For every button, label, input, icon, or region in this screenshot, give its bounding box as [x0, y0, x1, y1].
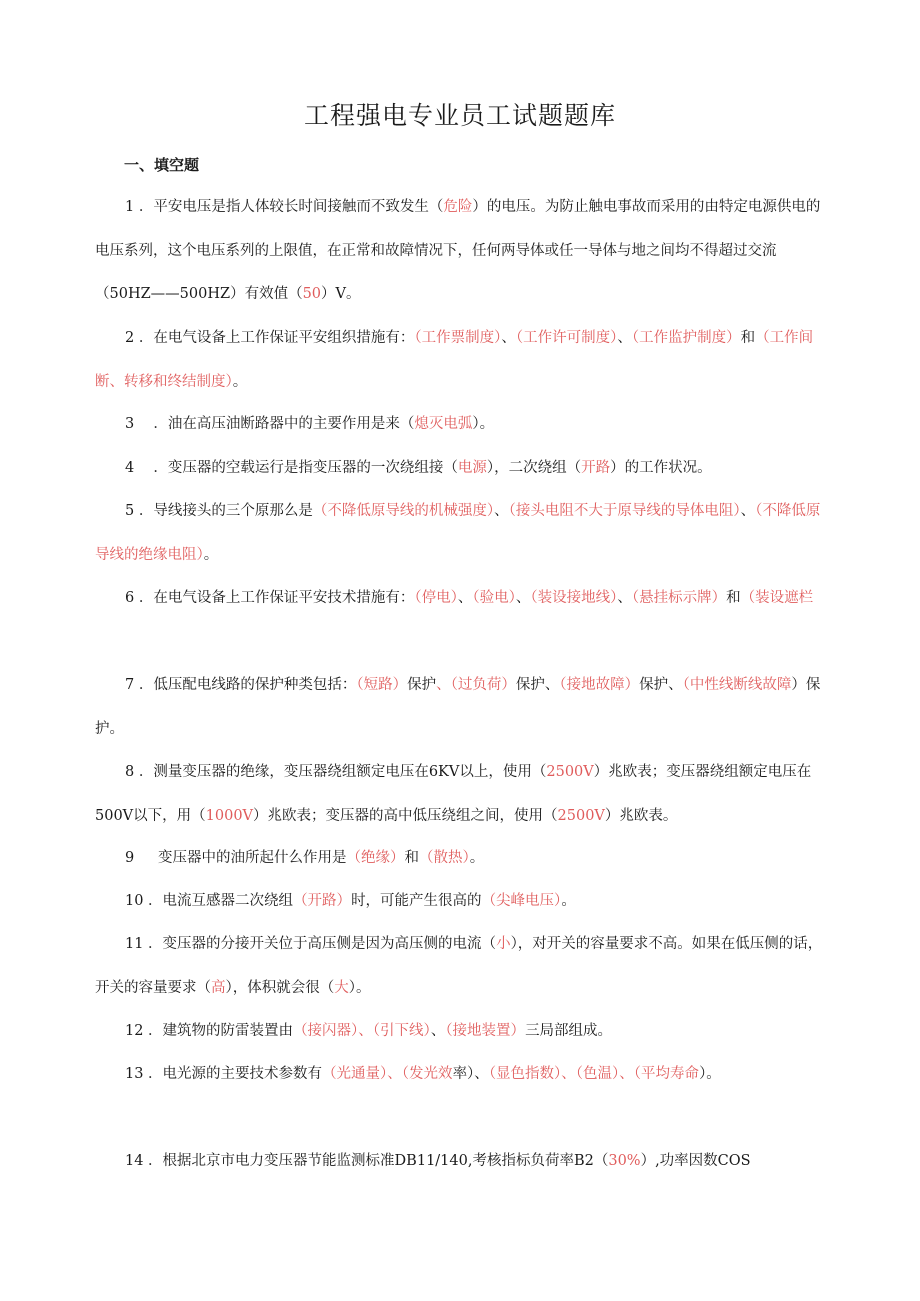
- answer-text: 危险: [443, 199, 473, 215]
- answer-text: （尖峰电压）: [481, 893, 562, 909]
- question-12: [95, 1010, 825, 1054]
- question-text: 保护、: [639, 677, 683, 693]
- answer-text: 1000V: [205, 807, 254, 824]
- question-text: 、: [501, 330, 516, 346]
- question-text: ）兆欧表。: [604, 807, 678, 824]
- question-text: ）兆欧表；变压器绕组额定电压在500V以下，用（: [95, 764, 812, 824]
- answer-text: 开路: [581, 460, 611, 476]
- question-text: ）保护。: [95, 677, 821, 737]
- question-text: 7 ．低压配电线路的保护种类包括：: [125, 677, 357, 693]
- page-title: 工程强电专业员工试题题库: [303, 101, 616, 130]
- question-text: ），二次绕组（: [486, 460, 582, 476]
- answer-text: 大: [334, 979, 349, 996]
- answer-text: （工作许可制度）: [515, 330, 618, 346]
- question-9: [95, 837, 825, 881]
- question-text: ）的工作状况。: [610, 460, 712, 476]
- question-text: 10 ．电流互感器二次绕组: [125, 893, 294, 909]
- question-text: 、: [740, 503, 756, 519]
- answer-text: （验电）: [472, 590, 516, 606]
- answer-text: （工作间断、转移和终结制度）: [95, 330, 814, 390]
- question-text: 。: [561, 893, 576, 909]
- question-text: 14 ．根据北京市电力变压器节能监测标准DB11/140,考核指标负荷率B2（: [125, 1153, 609, 1169]
- answer-text: （开路）: [293, 893, 352, 909]
- question-text: 。: [203, 546, 219, 563]
- question-text: 和: [740, 330, 756, 346]
- answer-text: （工作监护制度）: [631, 330, 741, 346]
- question-6: [95, 577, 825, 621]
- question-text: 时，可能产生很高的: [351, 893, 482, 909]
- question-5: [95, 490, 825, 577]
- question-text: ）V。: [321, 286, 361, 302]
- question-text: 4 ．变压器的空载运行是指变压器的一次绕组接（: [125, 460, 458, 476]
- question-text: ）。: [472, 416, 495, 432]
- question-8: [95, 751, 825, 838]
- answer-text: 50: [302, 286, 322, 302]
- answer-text: 30%: [608, 1153, 641, 1169]
- answer-text: （悬挂标示牌）: [631, 590, 727, 606]
- question-text: 率）、: [452, 1066, 489, 1082]
- question-text: 三局部组成。: [525, 1023, 613, 1039]
- question-text: 6 ．在电气设备上工作保证平安技术措施有：: [125, 590, 415, 606]
- question-13: [95, 1053, 825, 1097]
- question-text: ），对开关的容量要求不高。如果在低压侧的话，开关的容量要求（: [95, 936, 823, 996]
- question-text: 。: [232, 373, 248, 390]
- question-text: 、: [515, 590, 531, 606]
- question-text: 。: [469, 850, 485, 866]
- question-text: ），体积就会很（: [225, 979, 335, 996]
- question-text: ）兆欧表；变压器的高中低压绕组之间，使用（: [253, 807, 558, 824]
- answer-text: 熄灭电弧: [414, 416, 473, 432]
- question-text: 12 ．建筑物的防雷装置由: [125, 1023, 294, 1039]
- answer-text: （停电）: [414, 590, 458, 606]
- question-text: 5 ．导线接头的三个原那么是: [125, 503, 313, 519]
- question-text: 、: [617, 590, 632, 606]
- answer-text: （接头电阻不大于原导线的导体电阻）: [508, 503, 741, 519]
- question-2: [95, 317, 825, 404]
- answer-text: （中性线断线故障: [682, 677, 792, 693]
- question-text: 、: [494, 503, 509, 519]
- question-text: 、: [457, 590, 473, 606]
- answer-text: （接地故障）: [559, 677, 640, 693]
- answer-text: （装设遮栏: [740, 590, 814, 606]
- question-text: 、: [430, 1023, 446, 1039]
- answer-text: （不降低原导线的绝缘电阻）: [95, 503, 821, 563]
- question-text: 3 ．油在高压油断路器中的主要作用是来（: [125, 416, 415, 432]
- answer-text: 小: [496, 936, 511, 952]
- question-text: ）。: [699, 1066, 721, 1082]
- question-1: [95, 186, 825, 317]
- question-text: ）。: [348, 979, 371, 996]
- question-text: ）,功率因数COS: [640, 1153, 751, 1169]
- question-text: 和: [726, 590, 741, 606]
- question-11: [95, 923, 825, 1010]
- question-text: 8 ．测量变压器的绝缘，变压器绕组额定电压在6KV以上，使用（: [125, 764, 547, 780]
- question-3: [95, 403, 825, 447]
- question-14: [95, 1140, 825, 1184]
- question-7: [95, 664, 825, 751]
- answer-text: （绝缘）: [346, 850, 405, 866]
- question-text: 1 ．平安电压是指人体较长时间接触而不致发生（: [125, 199, 444, 215]
- question-text: 、: [617, 330, 632, 346]
- answer-text: （装设接地线）: [530, 590, 618, 606]
- answer-text: 2500V: [546, 764, 594, 780]
- section-heading: 一、填空题: [124, 156, 200, 174]
- question-text: ）的电压。为防止触电事故而采用的由特定电源供电的电压系列，这个电压系列的上限值，在正常和故障情况下，任何两导体或任一导体与地之间均不得超过交流（50HZ——500HZ）有效值（: [95, 199, 821, 302]
- question-text: 2 ．在电气设备上工作保证平安组织措施有：: [125, 330, 415, 346]
- answer-text: （散热）: [418, 850, 470, 866]
- question-text: 9 变压器中的油所起什么作用是: [125, 850, 347, 866]
- question-4: [95, 447, 825, 491]
- answer-text: （接地装置）: [445, 1023, 526, 1039]
- question-10: [95, 880, 825, 924]
- answer-text: （工作票制度）: [414, 330, 502, 346]
- answer-text: 2500V: [557, 807, 605, 824]
- question-text: 和: [404, 850, 419, 866]
- answer-text: （不降低原导线的机械强度）: [312, 503, 495, 519]
- answer-text: 高: [211, 979, 226, 996]
- answer-text: 电源: [457, 460, 487, 476]
- question-text: 13 ．电光源的主要技术参数有: [125, 1066, 323, 1082]
- answer-text: 、（过负荷）: [436, 677, 516, 693]
- question-text: 保护、: [515, 677, 560, 693]
- answer-text: （接闪器）、（引下线）: [293, 1023, 431, 1039]
- answer-text: （光通量）、（发光效: [322, 1066, 453, 1082]
- question-text: 11 ．变压器的分接开关位于高压侧是因为高压侧的电流（: [125, 936, 497, 952]
- answer-text: （短路）: [356, 677, 408, 693]
- question-text: 保护: [407, 677, 437, 693]
- answer-text: （显色指数）、（色温）、（平均寿命: [488, 1066, 700, 1082]
